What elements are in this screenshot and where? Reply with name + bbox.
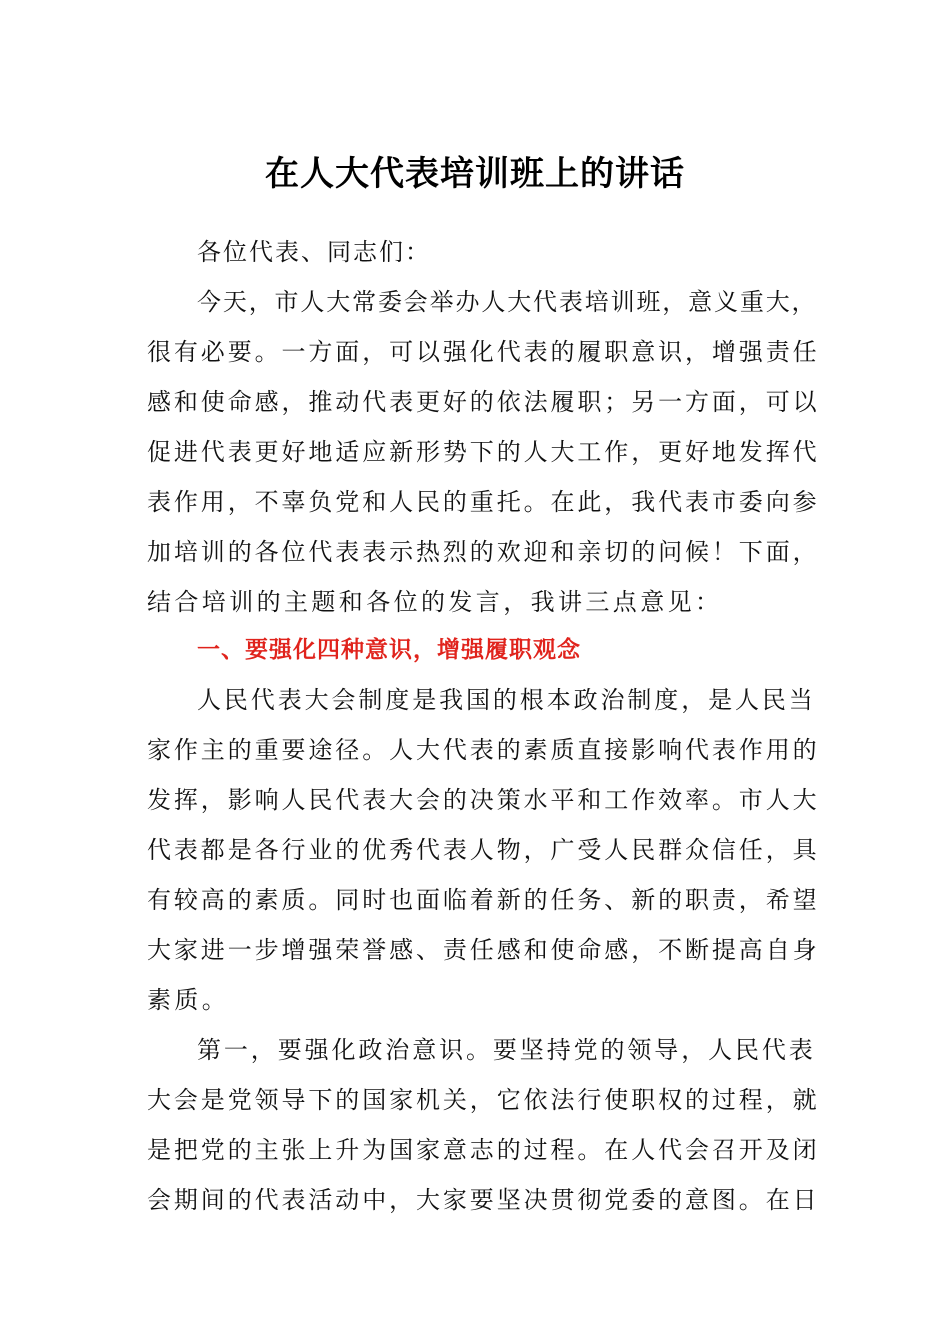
paragraph-line: 发挥，影响人民代表大会的决策水平和工作效率。市人大 bbox=[147, 786, 820, 814]
paragraph-line: 人民代表大会制度是我国的根本政治制度，是人民当 bbox=[197, 686, 816, 714]
paragraph-line: 大会是党领导下的国家机关，它依法行使职权的过程，就 bbox=[147, 1086, 820, 1114]
paragraph-line: 是把党的主张上升为国家意志的过程。在人代会召开及闭 bbox=[147, 1136, 820, 1164]
paragraph-line: 会期间的代表活动中，大家要坚决贯彻党委的意图。在日 bbox=[147, 1186, 820, 1214]
paragraph-line: 结合培训的主题和各位的发言，我讲三点意见： bbox=[147, 588, 723, 616]
paragraph-line: 大家进一步增强荣誉感、责任感和使命感，不断提高自身 bbox=[147, 936, 820, 964]
paragraph-line: 有较高的素质。同时也面临着新的任务、新的职责，希望 bbox=[147, 886, 820, 914]
paragraph-line: 家作主的重要途径。人大代表的素质直接影响代表作用的 bbox=[147, 736, 820, 764]
salutation: 各位代表、同志们： bbox=[197, 238, 431, 266]
paragraph-line: 素质。 bbox=[147, 986, 230, 1014]
paragraph-line: 第一，要强化政治意识。要坚持党的领导，人民代表 bbox=[197, 1036, 816, 1064]
paragraph-line: 促进代表更好地适应新形势下的人大工作，更好地发挥代 bbox=[147, 438, 820, 466]
section-heading: 一、要强化四种意识，增强履职观念 bbox=[197, 637, 581, 663]
paragraph-line: 今天，市人大常委会举办人大代表培训班，意义重大， bbox=[197, 288, 818, 316]
paragraph-line: 很有必要。一方面，可以强化代表的履职意识，增强责任 bbox=[147, 338, 820, 366]
paragraph-line: 感和使命感，推动代表更好的依法履职；另一方面，可以 bbox=[147, 388, 820, 416]
paragraph-line: 加培训的各位代表表示热烈的欢迎和亲切的问候！下面， bbox=[147, 538, 820, 566]
paragraph-line: 表作用，不辜负党和人民的重托。在此，我代表市委向参 bbox=[147, 488, 820, 516]
document-title: 在人大代表培训班上的讲话 bbox=[265, 154, 685, 194]
paragraph-line: 代表都是各行业的优秀代表人物，广受人民群众信任，具 bbox=[147, 836, 820, 864]
